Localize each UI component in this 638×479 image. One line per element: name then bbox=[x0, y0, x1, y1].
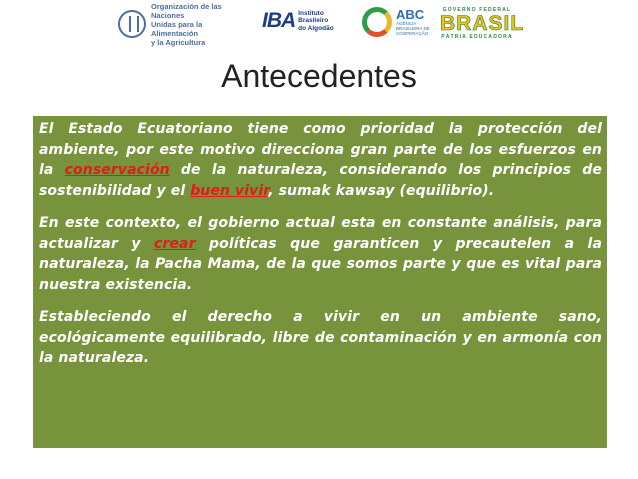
brasil-top-text: GOVERNO FEDERAL bbox=[442, 7, 512, 13]
fao-logo bbox=[118, 1, 251, 47]
text-span: El Estado Ecuatoriano tiene como prioridad la protección del ambiente, por este motivo direcciona gran parte de los esfuerzos en la bbox=[39, 121, 602, 178]
text-span: de la naturaleza, considerando los principios de sostenibilidad y el bbox=[39, 162, 603, 199]
highlight-conservacion: conservación bbox=[64, 162, 170, 178]
content-box bbox=[33, 116, 607, 448]
paragraph-3 bbox=[39, 307, 602, 369]
iba-line: Instituto bbox=[298, 9, 324, 17]
text-span: En este contexto, el gobierno actual esta en constante análisis, para actualizar y bbox=[39, 215, 602, 252]
text-span: políticas que garanticen y precautelen a la naturaleza, la Pacha Mama, de la que somos parte y que es vital para nuestra existencia. bbox=[39, 235, 603, 293]
iba-mark: IBA bbox=[262, 9, 296, 32]
paragraph-2 bbox=[39, 213, 602, 295]
fao-line: y la Agricultura bbox=[151, 37, 206, 47]
text-span: , sumak kawsay (equilibrio). bbox=[268, 182, 495, 199]
brasil-bottom-text: PÁTRIA EDUCADORA bbox=[441, 34, 513, 40]
abc-logo bbox=[362, 7, 436, 37]
iba-line: Brasileiro bbox=[298, 17, 329, 25]
slide-title: Antecedentes bbox=[221, 58, 417, 94]
highlight-buen-vivir: buen vivir bbox=[190, 182, 269, 199]
fao-line: Organización de las Naciones bbox=[151, 1, 222, 20]
brasil-logo bbox=[440, 7, 525, 40]
brasil-wordmark: BRASIL bbox=[440, 12, 525, 35]
iba-logo bbox=[262, 9, 348, 33]
abc-mark: ABC bbox=[396, 7, 425, 22]
highlight-crear: crear bbox=[154, 235, 196, 252]
paragraph-1 bbox=[39, 119, 602, 201]
text-span: Estableciendo el derecho a vivir en un ambiente sano, ecológicamente equilibrado, libre de contaminación y en armonía con la naturaleza. bbox=[39, 309, 602, 366]
fao-line: Unidas para la Alimentación bbox=[151, 19, 203, 38]
fao-emblem-icon bbox=[118, 10, 146, 38]
fao-logo-text bbox=[151, 2, 251, 47]
abc-line: BRASILEIRA DE bbox=[396, 26, 430, 31]
iba-line: do Algodão bbox=[298, 24, 334, 32]
abc-line: AGÊNCIA bbox=[396, 21, 417, 26]
abc-logo-text bbox=[396, 8, 436, 36]
iba-logo-text bbox=[298, 10, 348, 33]
logo-bar bbox=[0, 0, 638, 60]
abc-ring-icon bbox=[362, 7, 392, 37]
abc-line: COOPERAÇÃO bbox=[396, 31, 429, 36]
